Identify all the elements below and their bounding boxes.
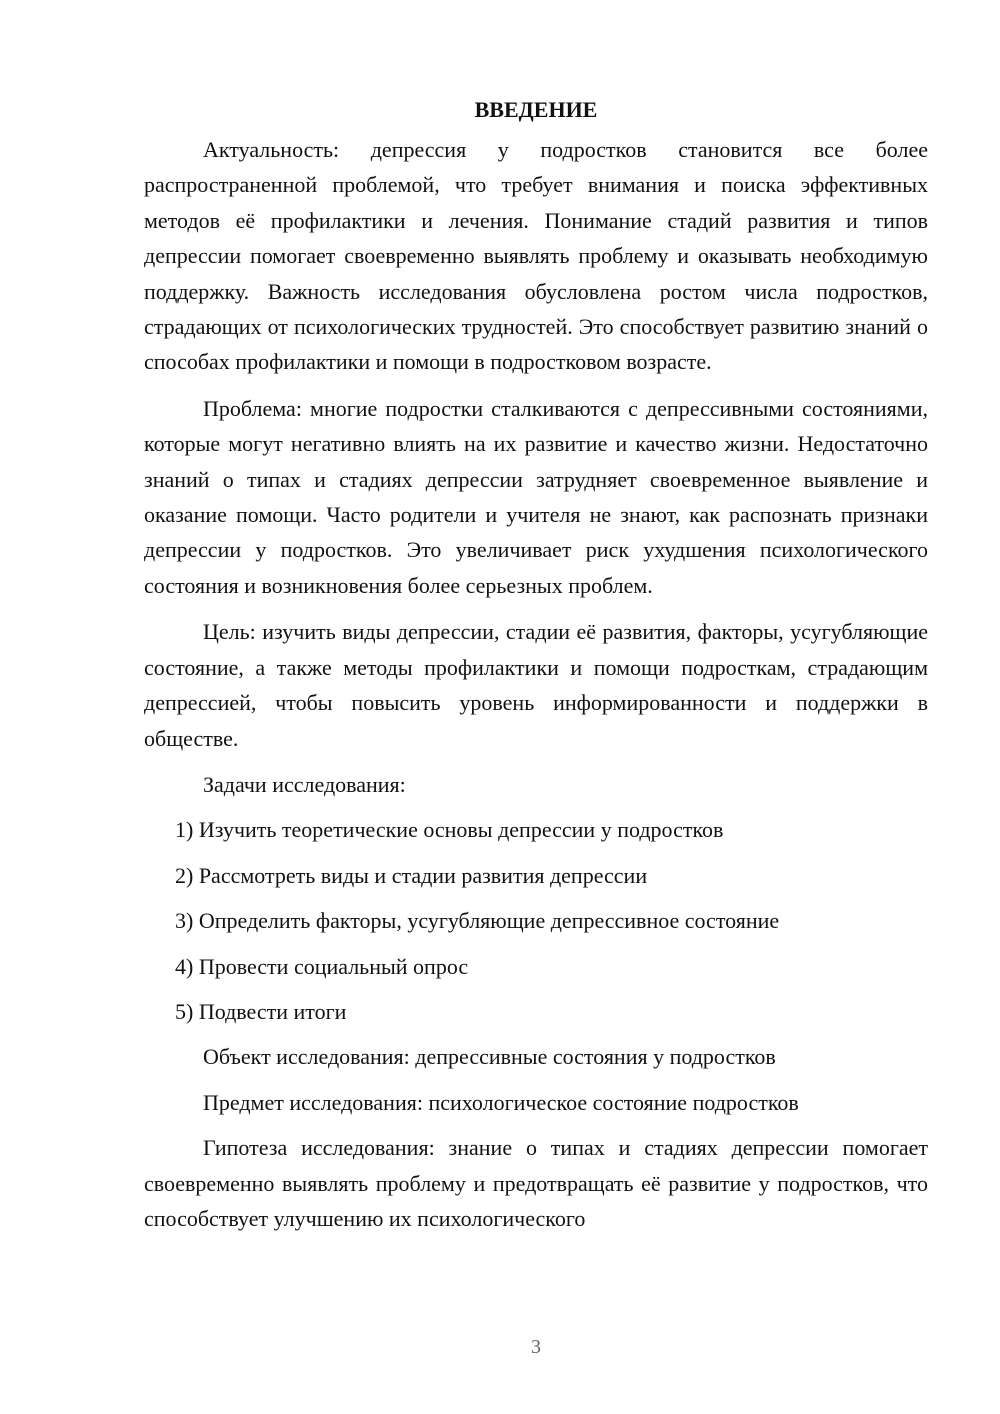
research-subject: Предмет исследования: психологическое состояние подростков	[203, 1089, 799, 1115]
task-item: 2) Рассмотреть виды и стадии развития депрессии	[175, 862, 648, 888]
relevance-paragraph: Актуальность: депрессия у подростков становится все более распространенной проблемой, что требует внимания и поиска эффективных методов её профилактики и лечения. Понимание стадий развития и типов депрессии помогает своевременно выявлять проблему и оказывать необходимую поддержку. Важность исследования обусловлена ростом числа подростков, страдающих от психологических трудностей. Это способствует развитию знаний о способах профилактики и помощи в подростковом возрасте.	[144, 137, 928, 375]
task-item: 5) Подвести итоги	[175, 998, 347, 1024]
research-hypothesis: Гипотеза исследования: знание о типах и стадиях депрессии помогает своевременно выявлять проблему и предотвращать её развитие у подростков, что способствует улучшению их психологического	[144, 1135, 928, 1231]
tasks-heading: Задачи исследования:	[203, 771, 406, 797]
goal-paragraph: Цель: изучить виды депрессии, стадии её развития, факторы, усугубляющие состояние, а также методы профилактики и помощи подросткам, страдающим депрессией, чтобы повысить уровень информированности и поддержки в обществе.	[144, 619, 928, 751]
task-item: 3) Определить факторы, усугубляющие депрессивное состояние	[175, 908, 780, 934]
tasks-list	[144, 812, 928, 1029]
research-object: Объект исследования: депрессивные состояния у подростков	[203, 1044, 776, 1070]
section-title: ВВЕДЕНИЕ	[474, 97, 598, 122]
task-item: 4) Провести социальный опрос	[175, 953, 469, 979]
document-page	[144, 92, 928, 1236]
problem-paragraph: Проблема: многие подростки сталкиваются с депрессивными состояниями, которые могут негативно влиять на их развитие и качество жизни. Недостаточно знаний о типах и стадиях депрессии затрудняет своевременное выявление и оказание помощи. Часто родители и учителя не знают, как распознать признаки депрессии у подростков. Это увеличивает риск ухудшения психологического состояния и возникновения более серьезных проблем.	[144, 395, 928, 598]
page-number: 3	[531, 1336, 541, 1358]
task-item: 1) Изучить теоретические основы депрессии у подростков	[175, 817, 724, 843]
